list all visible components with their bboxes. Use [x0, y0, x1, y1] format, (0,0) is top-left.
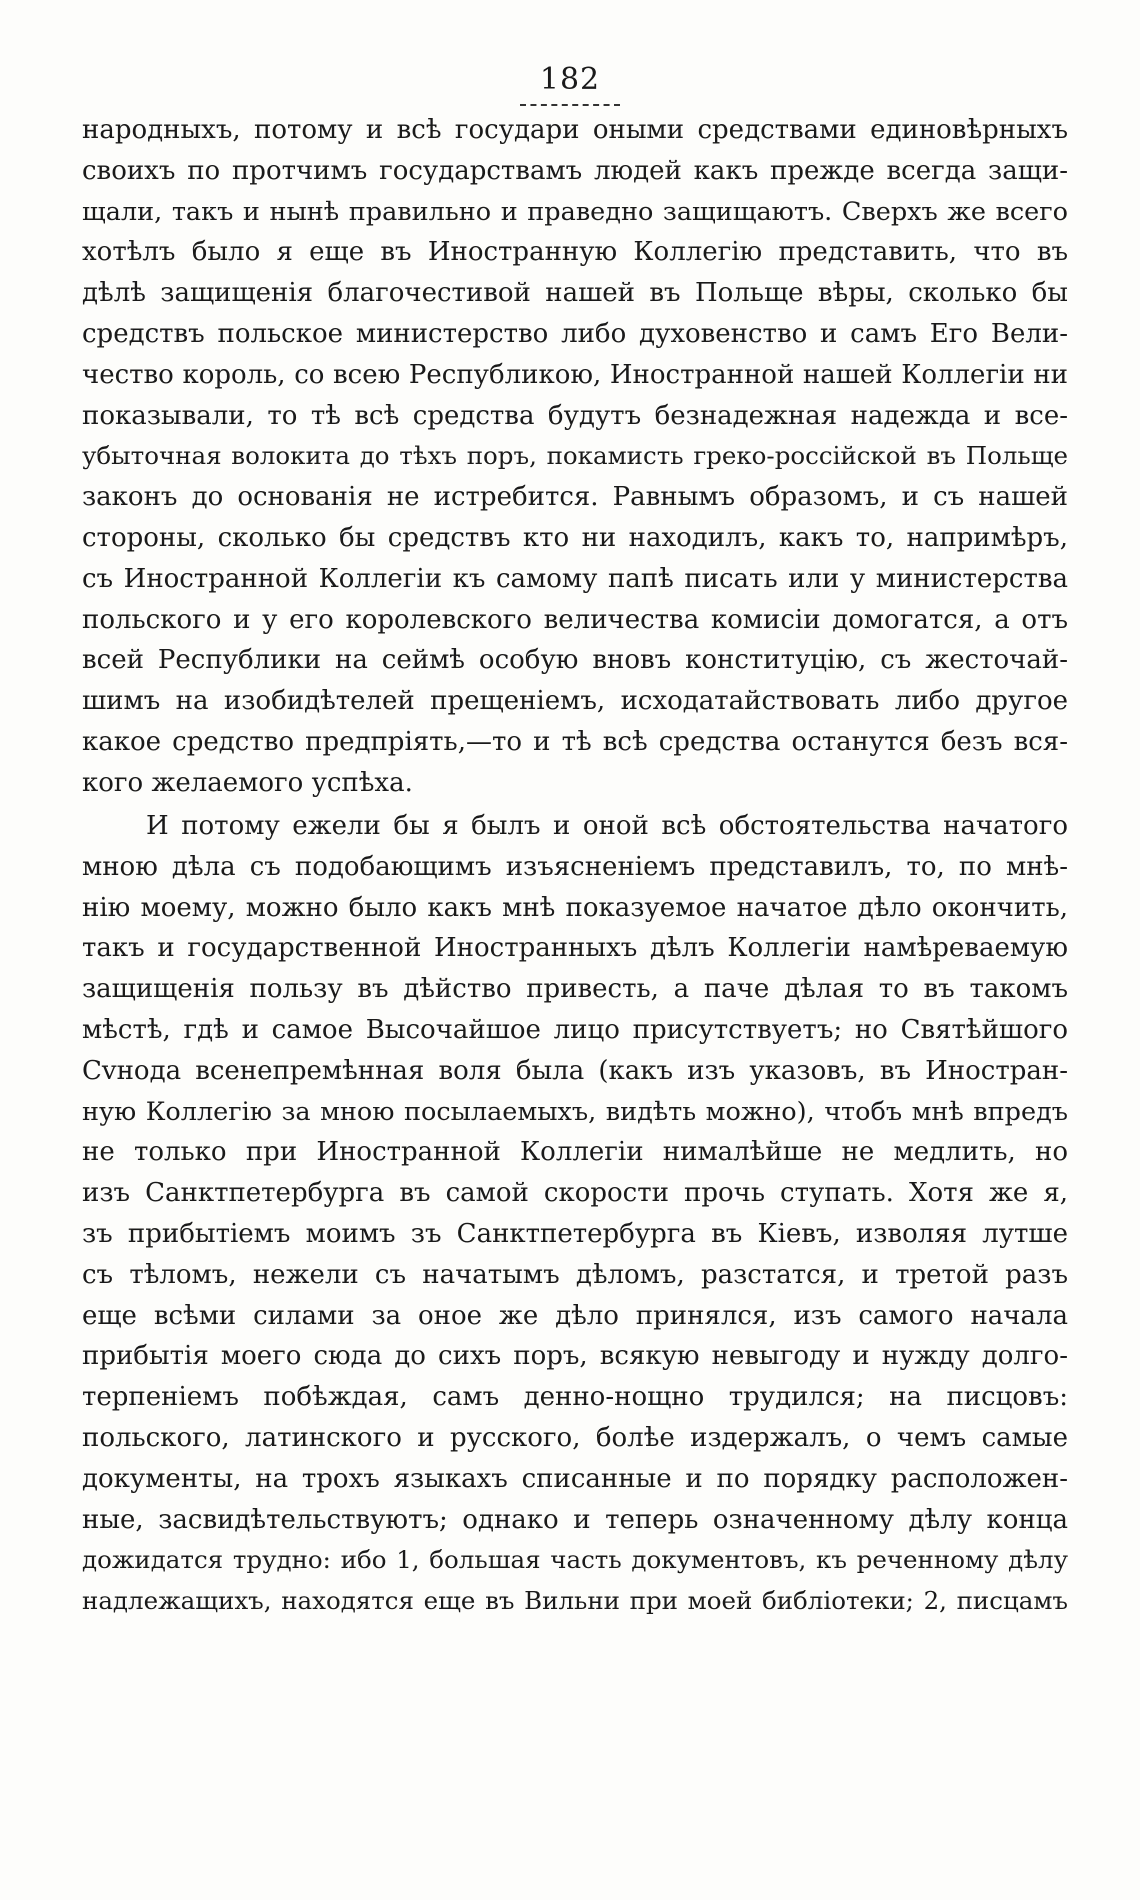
- text-line: документы, на трохъ языкахъ списанные и по порядку расположен-: [82, 1463, 1068, 1494]
- text-line: ную Коллегію за мною посылаемыхъ, видѣть можно), чтобъ мнѣ впредъ: [82, 1096, 1068, 1127]
- text-line: терпеніемъ побѣждая, самъ денно-нощно трудился; на писцовъ:: [82, 1382, 1068, 1413]
- text-line: чество король, со всею Республикою, Иностранной нашей Коллегіи ни: [82, 359, 1068, 390]
- text-line: какое средство предпріять,—то и тѣ всѣ средства останутся безъ вся-: [82, 726, 1068, 757]
- text-line: дѣлѣ защищенія благочестивой нашей въ Польще вѣры, сколько бы: [82, 278, 1068, 309]
- text-line: изъ Санктпетербурга въ самой скорости прочь ступать. Хотя же я,: [82, 1178, 1068, 1209]
- text-line: нію моему, можно было какъ мнѣ показуемое начатое дѣло окончить,: [82, 892, 1068, 923]
- text-line: И потому ежели бы я былъ и оной всѣ обстоятельства начатого: [146, 811, 1068, 841]
- text-line: ные, засвидѣтельствуютъ; однако и теперь означенному дѣлу конца: [82, 1504, 1068, 1535]
- text-line: народныхъ, потому и всѣ государи оными средствами единовѣрныхъ: [82, 115, 1068, 145]
- text-line: не только при Иностранной Коллегіи нималѣйше не медлить, но: [82, 1137, 1068, 1168]
- page-number: 182: [539, 62, 601, 97]
- text-line: Сvнода всенепремѣнная воля была (какъ изъ указовъ, въ Иностран-: [82, 1055, 1068, 1086]
- text-line: показывали, то тѣ всѣ средства будутъ безнадежная надежда и все-: [82, 400, 1068, 431]
- text-line: еще всѣми силами за оное же дѣло принялся, изъ самого начала: [82, 1300, 1068, 1331]
- text-line: хотѣлъ было я еще въ Иностранную Коллегію представить, что въ: [82, 237, 1068, 268]
- text-line: польского и у его королевского величества комисіи домогатся, а отъ: [82, 604, 1068, 635]
- text-line: своихъ по протчимъ государствамъ людей какъ прежде всегда защи-: [82, 155, 1068, 186]
- text-line: средствъ польское министерство либо духовенство и самъ Его Вели-: [82, 318, 1068, 349]
- text-line: прибытія моего сюда до сихъ поръ, всякую невыгоду и нужду долго-: [82, 1341, 1068, 1372]
- text-line: зъ прибытіемъ моимъ зъ Санктпетербурга въ Кіевъ, изволяя лутше: [82, 1218, 1068, 1249]
- text-line: защищенія пользу въ дѣйство привесть, а паче дѣлая то въ такомъ: [82, 974, 1068, 1005]
- text-line: мѣстѣ, гдѣ и самое Высочайшое лицо присутствуетъ; но Святѣйшого: [82, 1014, 1068, 1045]
- text-line: убыточная волокита до тѣхъ поръ, покамисть греко-россійской въ Польще: [82, 441, 1068, 471]
- text-line: съ Иностранной Коллегіи къ самому папѣ писать или у министерства: [82, 563, 1068, 594]
- page-number-rule: [520, 104, 620, 106]
- text-line: всей Республики на сеймѣ особую вновъ конституцію, съ жесточай-: [82, 645, 1068, 676]
- paragraph-2: [82, 806, 1068, 1622]
- text-line: законъ до основанія не истребится. Равнымъ образомъ, и съ нашей: [82, 482, 1068, 513]
- text-line: надлежащихъ, находятся еще въ Вильни при моей библіотеки; 2, писцамъ: [82, 1586, 1068, 1616]
- text-line: шимъ на изобидѣтелей прещеніемъ, исходатайствовать либо другое: [82, 686, 1068, 717]
- text-line: такъ и государственной Иностранныхъ дѣлъ Коллегіи намѣреваемую: [82, 933, 1068, 964]
- text-line: дожидатся трудно: ибо 1, большая часть документовъ, къ реченному дѣлу: [82, 1545, 1068, 1575]
- text-line: стороны, сколько бы средствъ кто ни находилъ, какъ то, напримѣръ,: [82, 522, 1068, 553]
- text-line: польского, латинского и русского, болѣе издержалъ, о чемъ самые: [82, 1422, 1068, 1453]
- text-line: съ тѣломъ, нежели съ начатымъ дѣломъ, разстатся, и третой разъ: [82, 1259, 1068, 1290]
- text-line: мною дѣла съ подобающимъ изъясненіемъ представилъ, то, по мнѣ-: [82, 851, 1068, 882]
- text-line: кого желаемого успѣха.: [82, 767, 413, 798]
- text-line: щали, такъ и нынѣ правильно и праведно защищаютъ. Сверхъ же всего: [82, 196, 1068, 227]
- paragraph-1: [82, 110, 1068, 804]
